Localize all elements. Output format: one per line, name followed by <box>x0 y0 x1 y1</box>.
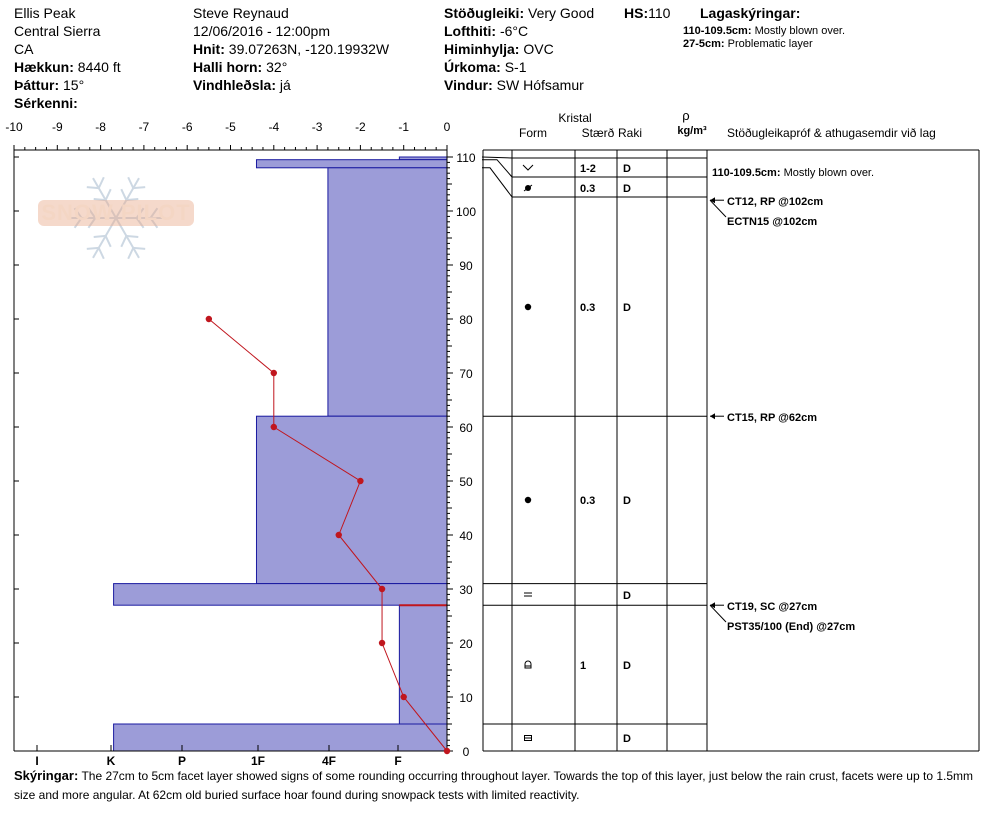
snowflake-branch <box>121 189 126 200</box>
wind-loading-label: Vindhleðsla: <box>193 77 276 93</box>
test-arrow-head <box>710 413 715 419</box>
temp-tick-label: -3 <box>311 120 323 134</box>
grain-size: 1 <box>580 660 587 672</box>
temp-tick-label: -10 <box>5 120 23 134</box>
hardness-layer-bar <box>256 160 447 168</box>
size-header: Stærð <box>581 126 615 140</box>
layer-note-range: 27-5cm: <box>683 38 725 50</box>
stability-value: Very Good <box>528 5 595 21</box>
snowflake-branch <box>128 248 133 259</box>
snowflake-branch <box>126 236 138 237</box>
snowflake-branch <box>106 236 111 247</box>
temp-tick-label: -4 <box>268 120 280 134</box>
comments-footer <box>14 766 989 805</box>
density-symbol: ρ <box>682 108 690 123</box>
precip-label: Úrkoma: <box>444 59 501 75</box>
hardness-label: P <box>177 754 187 768</box>
wind-label: Vindur: <box>444 77 493 93</box>
hardness-layer-bar <box>256 416 447 583</box>
temp-tick-label: -7 <box>138 120 150 134</box>
observer-name: Steve Reynaud <box>193 5 289 21</box>
layer-comment <box>712 167 874 179</box>
precip-value: S-1 <box>504 59 527 75</box>
depth-leader-line <box>482 160 512 177</box>
depth-tick-label: 90 <box>459 259 473 273</box>
depth-leader-line <box>482 157 512 158</box>
air-temp-label: Lofthiti: <box>444 23 497 39</box>
hardness-layer-bar <box>114 584 447 606</box>
wind-loading-value: já <box>279 77 291 93</box>
hardness-layer-bar <box>399 605 447 724</box>
slope-value: 32° <box>266 59 288 75</box>
hardness-layer-bar <box>328 168 447 416</box>
temperature-point <box>444 748 450 754</box>
layer-note-range: 110-109.5cm: <box>683 25 752 37</box>
sky-value: OVC <box>523 41 554 57</box>
snowflake-branch <box>87 248 99 249</box>
stability-test-result: CT12, RP @102cm <box>727 196 824 208</box>
temperature-point <box>379 586 385 592</box>
temp-tick-label: -9 <box>51 120 63 134</box>
stability-test-result: CT15, RP @62cm <box>727 412 818 424</box>
layer-comment-range: 110-109.5cm: <box>712 167 784 179</box>
temp-tick-label: -5 <box>225 120 236 134</box>
crystal-header: Kristal <box>558 111 592 125</box>
hardness-layer-bar <box>114 724 447 751</box>
snowpilot-logo: SNOW PILOT <box>38 200 194 226</box>
hardness-label: I <box>35 754 39 768</box>
depth-tick-label: 50 <box>459 475 473 489</box>
depth-tick-label: 10 <box>459 691 473 705</box>
depth-tick-label: 30 <box>459 583 473 597</box>
observation-datetime: 12/06/2016 - 12:00pm <box>193 23 330 39</box>
moisture-header: Raki <box>617 126 643 140</box>
depth-tick-label: 0 <box>462 745 470 759</box>
moisture-value: D <box>623 733 631 745</box>
features-label: Sérkenni: <box>14 95 78 111</box>
temperature-point <box>379 640 385 646</box>
hs-label: HS: <box>624 5 649 21</box>
temperature-point <box>206 316 212 322</box>
sky-label: Himinhylja: <box>444 41 520 57</box>
hardness-label: 4F <box>321 754 337 768</box>
grain-size: 1-2 <box>580 163 596 175</box>
moisture-value: D <box>623 302 631 314</box>
depth-tick-label: 60 <box>459 421 473 435</box>
depth-tick-label: 40 <box>459 529 473 543</box>
moisture-value: D <box>623 183 631 195</box>
hardness-label: F <box>394 754 402 768</box>
snowflake-branch <box>121 236 126 247</box>
wind-value: SW Hófsamur <box>496 77 584 93</box>
depth-tick-label: 80 <box>459 313 473 327</box>
rounded-form-icon <box>525 497 531 503</box>
tests-header: Stöðugleikapróf & athugasemdir við lag <box>727 126 936 140</box>
snowflake-branch <box>133 187 145 188</box>
temp-tick-label: -8 <box>95 120 106 134</box>
temperature-point <box>271 370 277 376</box>
density-unit: kg/m³ <box>677 125 707 137</box>
air-temp-value: -6°C <box>499 23 529 39</box>
layer-note-text: Mostly blown over. <box>754 25 846 37</box>
grain-size: 0.3 <box>580 183 596 195</box>
layer-comment-text: Mostly blown over. <box>783 167 875 179</box>
moisture-value: D <box>623 495 631 507</box>
snowflake-branch <box>133 248 145 249</box>
snowflake-branch <box>87 187 99 188</box>
aspect-value: 15° <box>63 77 85 93</box>
coords-label: Hnit: <box>193 41 225 57</box>
location-name: Ellis Peak <box>14 5 76 21</box>
comments-label: Skýringar: <box>14 768 79 783</box>
temperature-point <box>336 532 342 538</box>
slope-label: Halli horn: <box>193 59 263 75</box>
layer-notes-title-text: Lagaskýringar: <box>700 5 801 21</box>
form-header: Form <box>519 126 547 140</box>
depth-tick-label: 20 <box>459 637 473 651</box>
stability-label: Stöðugleiki: <box>444 5 525 21</box>
grain-size: 0.3 <box>580 302 596 314</box>
snowflake-branch <box>99 177 104 188</box>
decomposing-form-icon <box>523 165 533 170</box>
grain-size: 0.3 <box>580 495 596 507</box>
rounded-form-icon <box>525 304 531 310</box>
hardness-label: K <box>106 754 116 768</box>
temperature-point <box>357 478 363 484</box>
elevation-label: Hækkun: <box>14 59 74 75</box>
depth-tick-label: 70 <box>459 367 473 381</box>
snowflake-branch <box>128 177 133 188</box>
moisture-value: D <box>623 660 631 672</box>
layer-note-text: Problematic layer <box>727 38 813 50</box>
elevation-value: 8440 ft <box>77 59 121 75</box>
stability-test-result: CT19, SC @27cm <box>727 601 818 613</box>
stability-test-result: PST35/100 (End) @27cm <box>727 621 856 633</box>
stability-test-result: ECTN15 @102cm <box>727 216 818 228</box>
temp-tick-label: -1 <box>398 120 410 134</box>
snowflake-branch <box>94 236 106 237</box>
temperature-point <box>271 424 277 430</box>
comments-text: The 27cm to 5cm facet layer showed signs of some rounding occurring throughout layer. Towards the top of this layer, just below the rain crust, facets were up to 1.5mm size and more angular. At 62cm old buried surface hoar found during snowpack tests with limited reactivity. <box>14 769 973 802</box>
moisture-value: D <box>623 590 631 602</box>
temp-tick-label: 0 <box>443 120 451 134</box>
test-arrow <box>710 200 726 217</box>
coords-value: 39.07263N, -120.19932W <box>228 41 390 57</box>
mountain-range: Central Sierra <box>14 23 101 39</box>
faceted-rounding-form-icon <box>525 661 531 668</box>
snowflake-branch <box>106 189 111 200</box>
hs-value: 110 <box>648 5 671 21</box>
depth-tick-label: 110 <box>456 151 476 165</box>
moisture-value: D <box>623 163 631 175</box>
snowflake-branch <box>99 248 104 259</box>
temp-tick-label: -6 <box>181 120 193 134</box>
temp-tick-label: -2 <box>355 120 366 134</box>
aspect-label: Þáttur: <box>14 77 60 93</box>
depth-tick-label: 100 <box>455 205 477 219</box>
temperature-point <box>401 694 407 700</box>
state: CA <box>14 41 34 57</box>
hardness-label: 1F <box>250 754 266 768</box>
test-arrow <box>710 605 726 622</box>
